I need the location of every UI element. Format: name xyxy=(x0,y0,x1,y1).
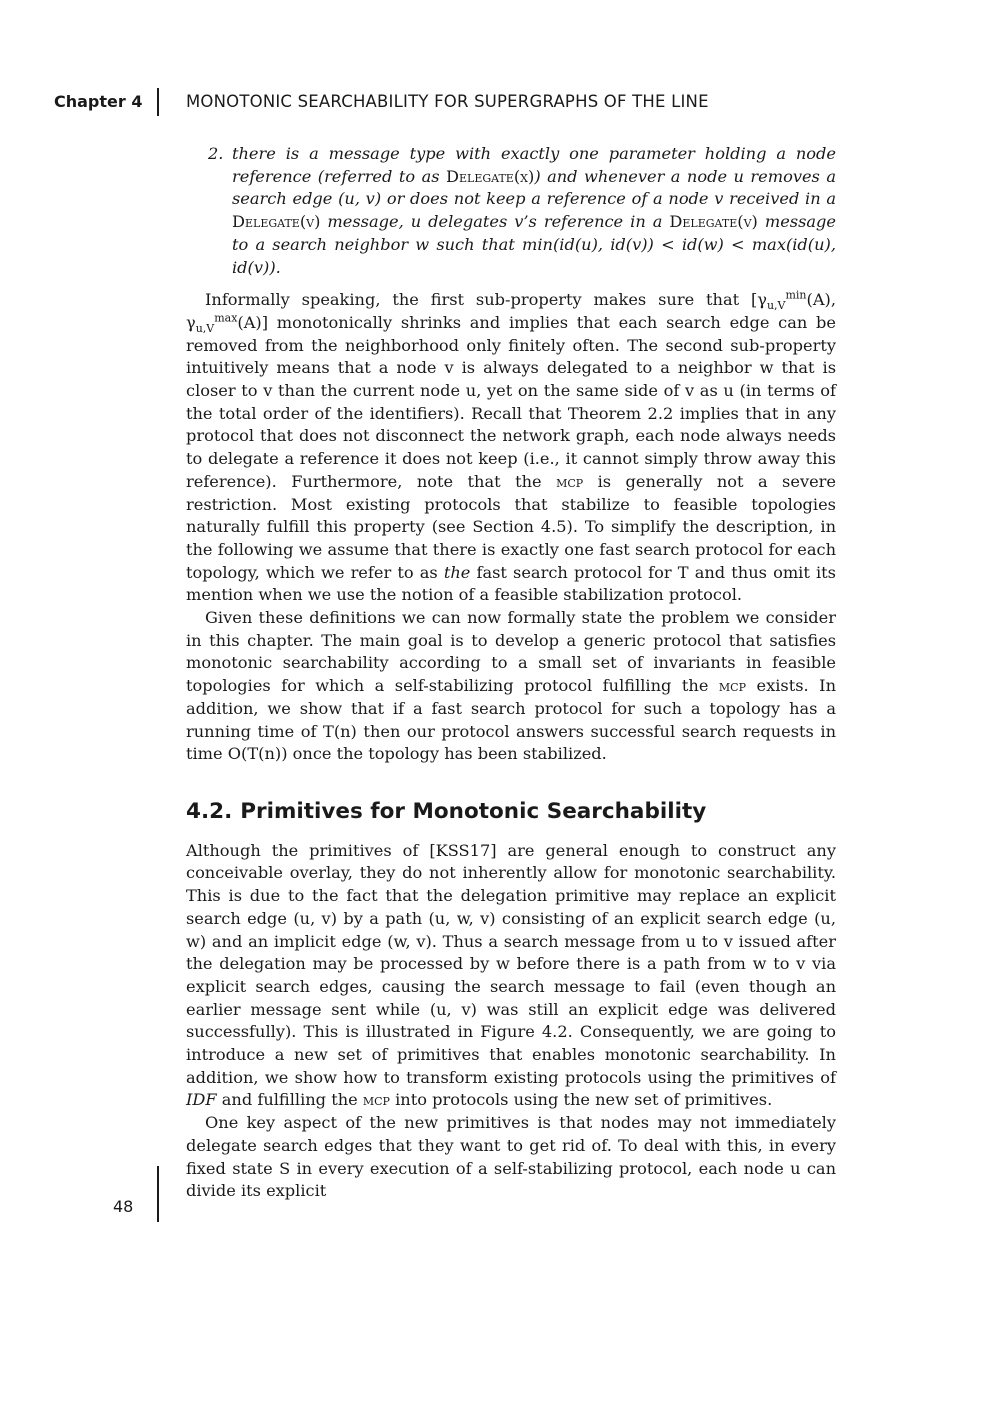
section-title: Primitives for Monotonic Searchability xyxy=(240,798,707,824)
math-superscript: max xyxy=(214,311,238,325)
text-segment: exists. In addition, we show that if a fast search protocol for such a topology has a running time of T(n) then our protocol answers successful search requests in time O(T(n)) once the topology has been stabilized. xyxy=(186,676,836,764)
chapter-label: Chapter 4 xyxy=(54,92,143,111)
delegate-term: Delegate(x) xyxy=(446,166,535,186)
text-segment: Although the primitives of [KSS17] are general enough to construct any conceivable overlay, they do not inherently allow for monotonic searchability. This is due to the fact that the delegation primitive may replace an explicit search edge (u, v) by a path (u, w, v) consisting of an explicit search edge (u, w) and an implicit edge (w, v). Thus a search message from u to v issued after the delegation may be processed by w before there is a path from w to v via explicit search edges, causing the search message to fail (even though an earlier message sent while (u, v) was still an explicit edge was delivered successfully). This is illustrated in Figure 4.2. Consequently, we are going to introduce a new set of primitives that enables monotonic searchability. In addition, we show how to transform existing protocols using the primitives of xyxy=(186,840,836,1087)
mcp-term: mcp xyxy=(556,471,584,491)
math-subscript: u,V xyxy=(766,299,786,313)
math-subscript: u,V xyxy=(195,322,215,336)
paragraph xyxy=(186,1112,836,1203)
page-body xyxy=(186,143,836,1203)
list-item-text: message to a search neighbor w such that min(id(u), id(v)) < id(w) < max(id(u), id(v)). xyxy=(232,212,836,277)
section-number: 4.2. xyxy=(186,798,233,824)
paragraph xyxy=(186,840,836,1112)
text-segment: Given these definitions we can now formally state the problem we consider in this chapter. The main goal is to develop a generic protocol that satisfies monotonic searchability according to a small set of invariants in feasible topologies for which a self-stabilizing protocol fulfilling the xyxy=(186,608,836,696)
text-segment: (A), γ xyxy=(186,290,836,332)
mcp-term: mcp xyxy=(718,676,747,696)
running-header xyxy=(0,88,1000,118)
list-item-number: 2. xyxy=(208,144,224,163)
mcp-term: mcp xyxy=(362,1090,390,1110)
list-item xyxy=(208,143,836,279)
section-heading xyxy=(186,798,836,824)
text-segment: Informally speaking, the first sub-property makes sure that [γ xyxy=(205,290,767,310)
paragraph xyxy=(186,607,836,766)
chapter-title: MONOTONIC SEARCHABILITY FOR SUPERGRAPHS OF THE LINE xyxy=(186,92,709,111)
text-segment: fast search protocol for T and thus omit its mention when we use the notion of a feasible stabilization protocol. xyxy=(186,562,836,605)
text-segment: is generally not a severe restriction. Most existing protocols that stabilize to feasible topologies naturally fulfill this property (see Section 4.5). To simplify the description, in the following we assume that there is exactly one fast search protocol for each topology, which we refer to as xyxy=(186,471,836,582)
list-item-text: message, u delegates v’s reference in a xyxy=(320,212,670,232)
idf-term: IDF xyxy=(186,1090,217,1110)
emphasis: the xyxy=(443,562,471,582)
text-segment: into protocols using the new set of primitives. xyxy=(389,1090,773,1110)
list-item-text: ) and whenever a node u removes a search edge (u, v) or does not keep a reference of a node v received in a xyxy=(232,166,836,209)
footer-divider xyxy=(157,1166,159,1222)
paragraph xyxy=(186,289,836,607)
page-number: 48 xyxy=(113,1197,134,1216)
header-divider xyxy=(157,88,159,116)
text-segment: (A)] monotonically shrinks and implies that each search edge can be removed from the neighborhood only finitely often. The second sub-property intuitively means that a node v is always delegated to a neighbor w that is closer to v than the current node u, yet on the same side of v as u (in terms of the total order of the identifiers). Recall that Theorem 2.2 implies that in any protocol that does not disconnect the network graph, each node always needs to delegate a reference it does not keep (i.e., it cannot simply throw away this reference). Furthermore, note that the xyxy=(186,312,836,491)
delegate-term: Delegate(v) xyxy=(669,212,758,232)
math-superscript: min xyxy=(785,288,807,302)
text-segment: One key aspect of the new primitives is that nodes may not immediately delegate search edges that they want to get rid of. To deal with this, in every fixed state S in every execution of a self-stabilizing protocol, each node u can divide its explicit xyxy=(186,1113,836,1201)
list-item-text: there is a message type with exactly one parameter holding a node reference (referred to as xyxy=(232,144,836,186)
delegate-term: Delegate(v) xyxy=(232,212,321,232)
text-segment: and fulfilling the xyxy=(216,1090,363,1110)
